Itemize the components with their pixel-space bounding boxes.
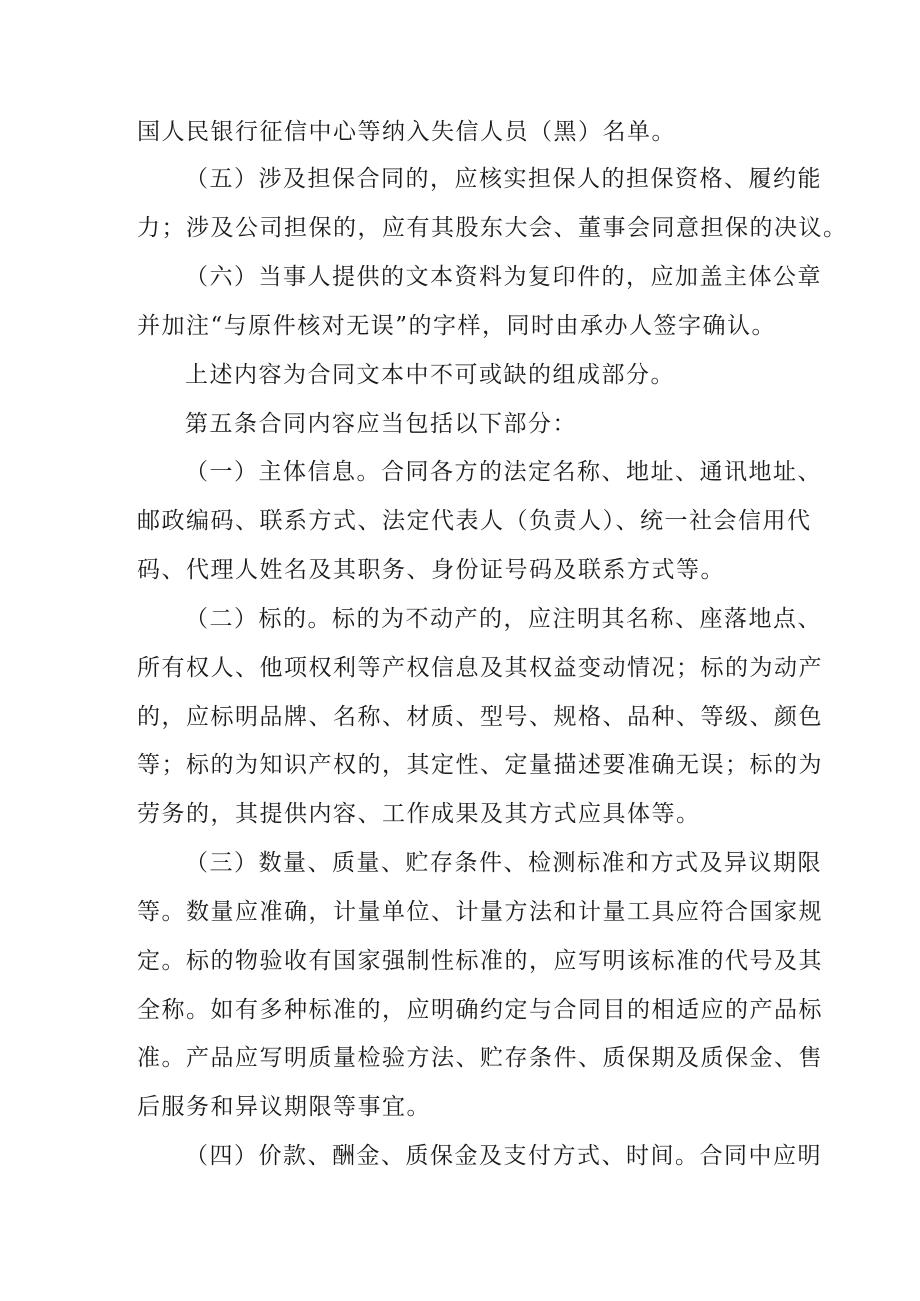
text-line: （四）价款、酬金、质保金及支付方式、时间。合同中应明 bbox=[185, 1143, 822, 1169]
text-line: 全称。如有多种标准的，应明确约定与合同目的相适应的产品标 bbox=[137, 997, 823, 1023]
text-line: （三）数量、质量、贮存条件、检测标准和方式及异议期限 bbox=[185, 850, 822, 876]
text-line: 并加注“与原件核对无误”的字样，同时由承办人签字确认。 bbox=[137, 313, 777, 339]
text-line: 的，应标明品牌、名称、材质、型号、规格、品种、等级、颜色 bbox=[137, 704, 823, 730]
text-line: 后服务和异议期限等事宜。 bbox=[137, 1094, 431, 1120]
text-line: 等；标的为知识产权的，其定性、定量描述要准确无误；标的为 bbox=[137, 752, 823, 778]
text-line: 码、代理人姓名及其职务、身份证号码及联系方式等。 bbox=[137, 557, 725, 583]
text-line: 国人民银行征信中心等纳入失信人员（黑）名单。 bbox=[137, 119, 676, 145]
text-line: 第五条合同内容应当包括以下部分： bbox=[185, 411, 577, 437]
text-line: 定。标的物验收有国家强制性标准的，应写明该标准的代号及其 bbox=[137, 948, 823, 974]
text-line: 上述内容为合同文本中不可或缺的组成部分。 bbox=[185, 362, 675, 388]
text-line: 劳务的，其提供内容、工作成果及其方式应具体等。 bbox=[137, 801, 701, 827]
text-line: 等。数量应准确，计量单位、计量方法和计量工具应符合国家规 bbox=[137, 899, 823, 925]
text-line: 邮政编码、联系方式、法定代表人（负责人）、统一社会信用代 bbox=[137, 508, 812, 534]
text-line: （二）标的。标的为不动产的，应注明其名称、座落地点、 bbox=[185, 606, 822, 632]
text-line: （一）主体信息。合同各方的法定名称、地址、通讯地址、 bbox=[185, 459, 822, 485]
text-line: 准。产品应写明质量检验方法、贮存条件、质保期及质保金、售 bbox=[137, 1045, 823, 1071]
text-line: （五）涉及担保合同的，应核实担保人的担保资格、履约能 bbox=[185, 166, 822, 192]
text-line: （六）当事人提供的文本资料为复印件的，应加盖主体公章 bbox=[185, 264, 822, 290]
text-line: 力；涉及公司担保的，应有其股东大会、董事会同意担保的决议。 bbox=[137, 215, 848, 241]
text-line: 所有权人、他项权利等产权信息及其权益变动情况；标的为动产 bbox=[137, 655, 823, 681]
